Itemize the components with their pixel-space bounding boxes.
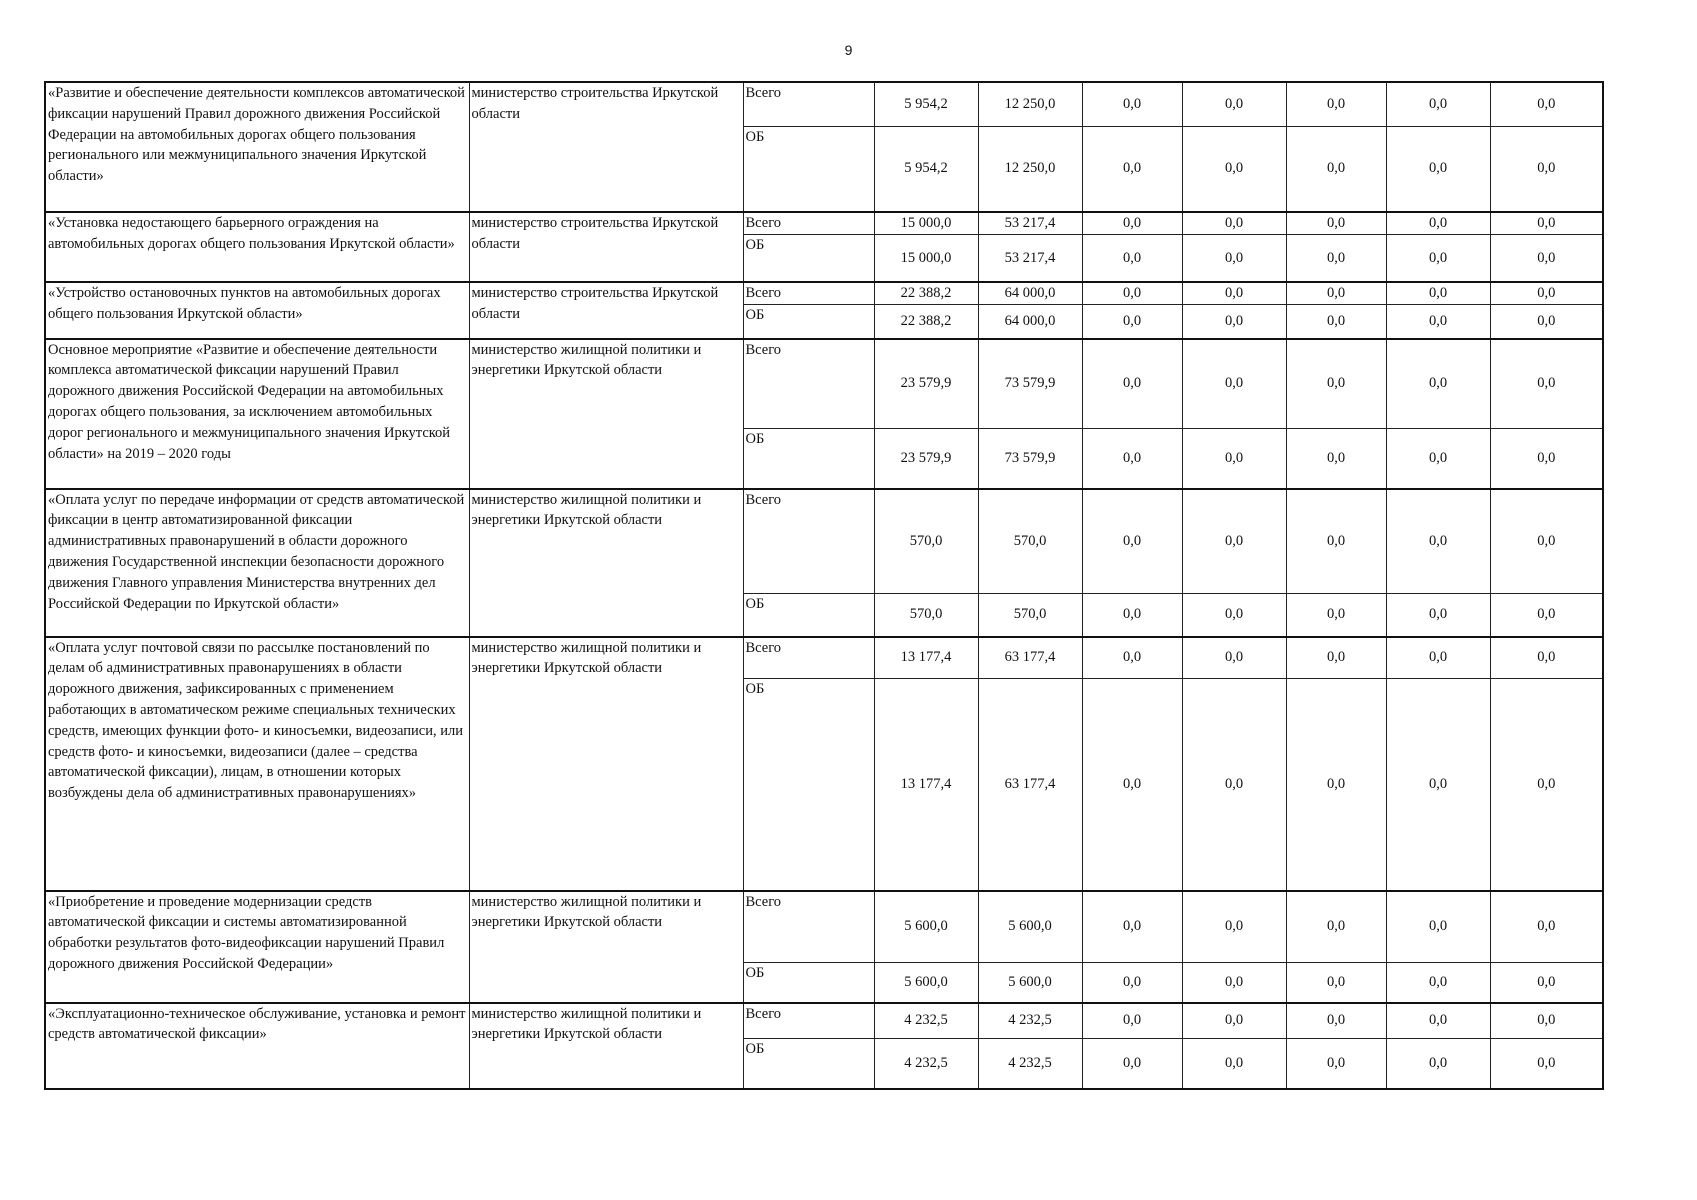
table-row-group — [45, 891, 1603, 1003]
amount-cell: 0,0 — [1490, 234, 1603, 282]
amount-cell: 0,0 — [1182, 1039, 1286, 1089]
amount-cell: 0,0 — [1286, 82, 1386, 126]
amount-cell: 4 232,5 — [874, 1039, 978, 1089]
amount-cell: 0,0 — [1490, 963, 1603, 1003]
budget-table — [44, 81, 1604, 1090]
executor-cell: министерство жилищной политики и энергетики Иркутской области — [469, 1003, 743, 1089]
table-row-group — [45, 339, 1603, 489]
funding-source-cell: Всего — [743, 1003, 874, 1039]
amount-cell: 0,0 — [1490, 212, 1603, 234]
table-row — [45, 489, 1603, 594]
amount-cell: 63 177,4 — [978, 637, 1082, 679]
amount-cell: 0,0 — [1082, 679, 1182, 891]
table-row — [45, 1003, 1603, 1039]
amount-cell: 0,0 — [1286, 1039, 1386, 1089]
funding-source-cell: Всего — [743, 489, 874, 594]
amount-cell: 0,0 — [1182, 637, 1286, 679]
amount-cell: 0,0 — [1082, 594, 1182, 637]
amount-cell: 0,0 — [1182, 594, 1286, 637]
amount-cell: 0,0 — [1386, 1039, 1490, 1089]
funding-source-cell: ОБ — [743, 429, 874, 489]
amount-cell: 0,0 — [1082, 489, 1182, 594]
amount-cell: 0,0 — [1182, 891, 1286, 963]
amount-cell: 0,0 — [1286, 679, 1386, 891]
amount-cell: 22 388,2 — [874, 282, 978, 304]
amount-cell: 0,0 — [1386, 594, 1490, 637]
funding-source-cell: Всего — [743, 339, 874, 429]
funding-source-cell: Всего — [743, 891, 874, 963]
activity-name-cell: «Оплата услуг почтовой связи по рассылке постановлений по делам об административных правонарушениях в области дорожного движения, зафиксированных с применением работающих в автоматическом режиме специальных технических средств, имеющих функции фото- и киносъемки, видеозаписи, или средств фото- и киносъемки, видеозаписи (далее – средства автоматической фиксации), лицам, в отношении которых возбуждены дела об административных правонарушениях» — [45, 637, 469, 891]
table-row-group — [45, 212, 1603, 282]
executor-cell: министерство строительства Иркутской области — [469, 282, 743, 338]
amount-cell: 73 579,9 — [978, 429, 1082, 489]
amount-cell: 64 000,0 — [978, 282, 1082, 304]
amount-cell: 0,0 — [1386, 282, 1490, 304]
amount-cell: 5 600,0 — [978, 963, 1082, 1003]
table-row-group — [45, 1003, 1603, 1089]
amount-cell: 0,0 — [1182, 82, 1286, 126]
page-number: 9 — [844, 42, 853, 58]
table-row-group — [45, 82, 1603, 212]
amount-cell: 570,0 — [978, 594, 1082, 637]
amount-cell: 0,0 — [1286, 1003, 1386, 1039]
amount-cell: 0,0 — [1386, 679, 1490, 891]
amount-cell: 15 000,0 — [874, 212, 978, 234]
funding-source-cell: ОБ — [743, 234, 874, 282]
table-row — [45, 82, 1603, 126]
amount-cell: 0,0 — [1386, 305, 1490, 339]
table-row — [45, 339, 1603, 429]
amount-cell: 0,0 — [1082, 1039, 1182, 1089]
table-row — [45, 891, 1603, 963]
amount-cell: 12 250,0 — [978, 82, 1082, 126]
amount-cell: 0,0 — [1386, 891, 1490, 963]
amount-cell: 0,0 — [1286, 339, 1386, 429]
amount-cell: 0,0 — [1286, 305, 1386, 339]
amount-cell: 0,0 — [1286, 282, 1386, 304]
amount-cell: 0,0 — [1286, 637, 1386, 679]
amount-cell: 0,0 — [1082, 126, 1182, 212]
funding-source-cell: Всего — [743, 212, 874, 234]
amount-cell: 0,0 — [1386, 339, 1490, 429]
amount-cell: 0,0 — [1490, 82, 1603, 126]
activity-name-cell: Основное мероприятие «Развитие и обеспечение деятельности комплекса автоматической фиксации нарушений Правил дорожного движения Российской Федерации на автомобильных дорогах общего пользования, за исключением автомобильных дорог регионального и межмуниципального значения Иркутской области» на 2019 – 2020 годы — [45, 339, 469, 489]
amount-cell: 0,0 — [1386, 489, 1490, 594]
amount-cell: 5 954,2 — [874, 126, 978, 212]
amount-cell: 0,0 — [1182, 489, 1286, 594]
amount-cell: 0,0 — [1082, 305, 1182, 339]
amount-cell: 0,0 — [1182, 339, 1286, 429]
amount-cell: 0,0 — [1082, 282, 1182, 304]
amount-cell: 0,0 — [1286, 234, 1386, 282]
table-row-group — [45, 489, 1603, 637]
amount-cell: 0,0 — [1082, 891, 1182, 963]
amount-cell: 5 954,2 — [874, 82, 978, 126]
amount-cell: 0,0 — [1182, 679, 1286, 891]
executor-cell: министерство жилищной политики и энергетики Иркутской области — [469, 637, 743, 891]
amount-cell: 0,0 — [1490, 126, 1603, 212]
amount-cell: 0,0 — [1386, 429, 1490, 489]
table-row-group — [45, 637, 1603, 891]
amount-cell: 0,0 — [1082, 637, 1182, 679]
funding-source-cell: ОБ — [743, 126, 874, 212]
funding-source-cell: Всего — [743, 637, 874, 679]
amount-cell: 53 217,4 — [978, 234, 1082, 282]
amount-cell: 0,0 — [1490, 339, 1603, 429]
executor-cell: министерство строительства Иркутской области — [469, 82, 743, 212]
amount-cell: 0,0 — [1286, 891, 1386, 963]
amount-cell: 0,0 — [1182, 963, 1286, 1003]
amount-cell: 0,0 — [1490, 891, 1603, 963]
table-row-group — [45, 282, 1603, 338]
amount-cell: 4 232,5 — [978, 1003, 1082, 1039]
amount-cell: 0,0 — [1386, 963, 1490, 1003]
amount-cell: 0,0 — [1286, 594, 1386, 637]
amount-cell: 5 600,0 — [978, 891, 1082, 963]
amount-cell: 73 579,9 — [978, 339, 1082, 429]
amount-cell: 13 177,4 — [874, 637, 978, 679]
amount-cell: 0,0 — [1490, 594, 1603, 637]
amount-cell: 53 217,4 — [978, 212, 1082, 234]
funding-source-cell: Всего — [743, 282, 874, 304]
amount-cell: 0,0 — [1082, 339, 1182, 429]
amount-cell: 0,0 — [1082, 82, 1182, 126]
amount-cell: 0,0 — [1286, 489, 1386, 594]
activity-name-cell: «Установка недостающего барьерного ограждения на автомобильных дорогах общего пользования Иркутской области» — [45, 212, 469, 282]
amount-cell: 570,0 — [874, 594, 978, 637]
amount-cell: 0,0 — [1490, 1003, 1603, 1039]
amount-cell: 5 600,0 — [874, 963, 978, 1003]
amount-cell: 0,0 — [1182, 429, 1286, 489]
amount-cell: 4 232,5 — [874, 1003, 978, 1039]
amount-cell: 0,0 — [1286, 126, 1386, 212]
funding-source-cell: ОБ — [743, 963, 874, 1003]
amount-cell: 570,0 — [874, 489, 978, 594]
amount-cell: 0,0 — [1082, 234, 1182, 282]
amount-cell: 0,0 — [1490, 282, 1603, 304]
amount-cell: 0,0 — [1286, 212, 1386, 234]
executor-cell: министерство жилищной политики и энергетики Иркутской области — [469, 489, 743, 637]
table-row — [45, 212, 1603, 234]
amount-cell: 0,0 — [1490, 637, 1603, 679]
amount-cell: 0,0 — [1386, 1003, 1490, 1039]
activity-name-cell: «Оплата услуг по передаче информации от средств автоматической фиксации в центр автоматизированной фиксации административных правонарушений в области дорожного движения Государственной инспекции безопасности дорожного движения Главного управления Министерства внутренних дел Российской Федерации по Иркутской области» — [45, 489, 469, 637]
amount-cell: 0,0 — [1182, 212, 1286, 234]
amount-cell: 570,0 — [978, 489, 1082, 594]
funding-source-cell: ОБ — [743, 305, 874, 339]
amount-cell: 0,0 — [1490, 679, 1603, 891]
amount-cell: 0,0 — [1082, 963, 1182, 1003]
amount-cell: 0,0 — [1082, 1003, 1182, 1039]
amount-cell: 64 000,0 — [978, 305, 1082, 339]
funding-source-cell: ОБ — [743, 594, 874, 637]
amount-cell: 0,0 — [1182, 126, 1286, 212]
funding-source-cell: ОБ — [743, 1039, 874, 1089]
amount-cell: 0,0 — [1490, 489, 1603, 594]
activity-name-cell: «Устройство остановочных пунктов на автомобильных дорогах общего пользования Иркутской области» — [45, 282, 469, 338]
amount-cell: 0,0 — [1182, 282, 1286, 304]
amount-cell: 23 579,9 — [874, 429, 978, 489]
executor-cell: министерство жилищной политики и энергетики Иркутской области — [469, 339, 743, 489]
amount-cell: 13 177,4 — [874, 679, 978, 891]
amount-cell: 0,0 — [1490, 305, 1603, 339]
amount-cell: 63 177,4 — [978, 679, 1082, 891]
amount-cell: 5 600,0 — [874, 891, 978, 963]
amount-cell: 0,0 — [1386, 637, 1490, 679]
amount-cell: 0,0 — [1182, 234, 1286, 282]
amount-cell: 0,0 — [1082, 212, 1182, 234]
amount-cell: 0,0 — [1386, 82, 1490, 126]
amount-cell: 0,0 — [1082, 429, 1182, 489]
amount-cell: 0,0 — [1182, 305, 1286, 339]
activity-name-cell: «Развитие и обеспечение деятельности комплексов автоматической фиксации нарушений Правил дорожного движения Российской Федерации на автомобильных дорогах общего пользования регионального или межмуниципального значения Иркутской области» — [45, 82, 469, 212]
amount-cell: 0,0 — [1386, 126, 1490, 212]
amount-cell: 0,0 — [1386, 212, 1490, 234]
amount-cell: 0,0 — [1182, 1003, 1286, 1039]
funding-source-cell: Всего — [743, 82, 874, 126]
amount-cell: 0,0 — [1386, 234, 1490, 282]
funding-source-cell: ОБ — [743, 679, 874, 891]
amount-cell: 15 000,0 — [874, 234, 978, 282]
amount-cell: 22 388,2 — [874, 305, 978, 339]
amount-cell: 0,0 — [1490, 429, 1603, 489]
executor-cell: министерство строительства Иркутской области — [469, 212, 743, 282]
amount-cell: 0,0 — [1490, 1039, 1603, 1089]
activity-name-cell: «Приобретение и проведение модернизации средств автоматической фиксации и системы автоматизированной обработки результатов фото-видеофиксации нарушений Правил дорожного движения Российской Федерации» — [45, 891, 469, 1003]
amount-cell: 12 250,0 — [978, 126, 1082, 212]
amount-cell: 23 579,9 — [874, 339, 978, 429]
activity-name-cell: «Эксплуатационно-техническое обслуживание, установка и ремонт средств автоматической фиксации» — [45, 1003, 469, 1089]
executor-cell: министерство жилищной политики и энергетики Иркутской области — [469, 891, 743, 1003]
amount-cell: 4 232,5 — [978, 1039, 1082, 1089]
amount-cell: 0,0 — [1286, 963, 1386, 1003]
amount-cell: 0,0 — [1286, 429, 1386, 489]
table-row — [45, 282, 1603, 304]
table-row — [45, 637, 1603, 679]
